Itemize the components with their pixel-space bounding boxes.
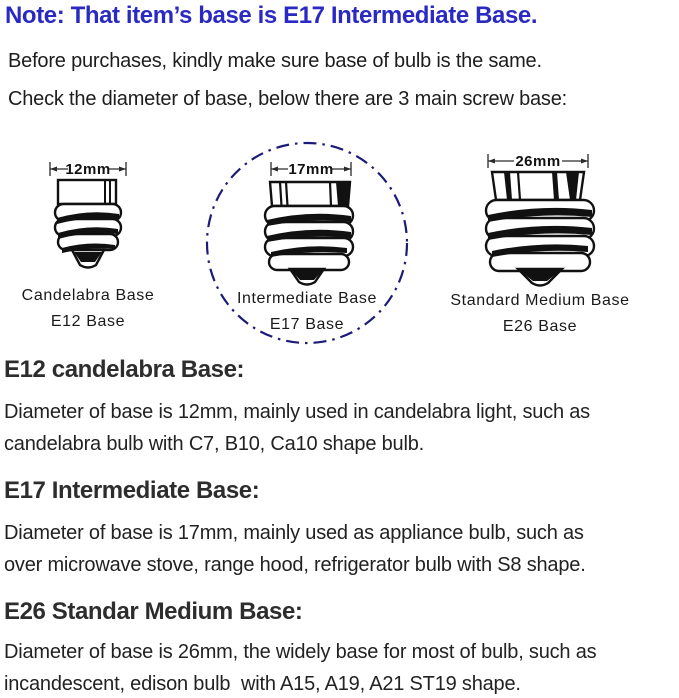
- e12-label-name: Candelabra Base: [21, 287, 155, 304]
- e26-label-name: Standard Medium Base: [450, 292, 630, 309]
- e12-contact-tip: [72, 250, 104, 268]
- e12-screw-threads: [55, 204, 121, 253]
- e17-body-line-2: over microwave stove, range hood, refrigerator bulb with S8 shape.: [4, 553, 586, 576]
- e12-body-line-2: candelabra bulb with C7, B10, Ca10 shape bulb.: [4, 432, 424, 455]
- e17-section-body: [4, 518, 676, 581]
- e12-base-illustration: [46, 158, 130, 280]
- e17-label-code: E17 Base: [269, 316, 345, 333]
- e26-label: [438, 288, 642, 340]
- intro-line-2: Check the diameter of base, below there are 3 main screw base:: [8, 88, 568, 110]
- e17-dimension-label: 17mm: [288, 161, 334, 178]
- e17-label: [215, 286, 399, 338]
- e26-section-heading: E26 Standar Medium Base:: [4, 598, 303, 625]
- e26-dimension: [488, 153, 588, 170]
- e17-cap: [270, 182, 350, 206]
- e26-cap: [492, 172, 584, 200]
- e17-body-line-1: Diameter of base is 17mm, mainly used as appliance bulb, such as: [4, 522, 584, 544]
- e26-body-line-2: incandescent, edison bulb with A15, A19, A21 ST19 shape.: [4, 672, 521, 695]
- e17-base-illustration: [258, 156, 356, 288]
- e17-dimension: [271, 161, 351, 178]
- e12-section-heading: E12 candelabra Base:: [4, 356, 245, 383]
- e17-section-heading: E17 Intermediate Base:: [4, 477, 260, 504]
- e12-section-body: [4, 397, 676, 460]
- note-heading: Note: That item’s base is E17 Intermediate Base.: [5, 2, 538, 29]
- e26-base-illustration: [480, 148, 600, 290]
- e26-section-body: [4, 637, 676, 698]
- e17-label-name: Intermediate Base: [236, 290, 378, 307]
- e12-label-code: E12 Base: [50, 313, 126, 330]
- e17-screw-threads: [265, 206, 353, 270]
- e26-label-code: E26 Base: [502, 318, 578, 335]
- e12-dimension-label: 12mm: [65, 161, 111, 178]
- e26-screw-threads: [486, 200, 594, 271]
- e12-dimension: [50, 161, 126, 178]
- e12-cap: [58, 180, 116, 204]
- e26-body-line-1: Diameter of base is 26mm, the widely base for most of bulb, such as: [4, 641, 597, 663]
- e12-body-line-1: Diameter of base is 12mm, mainly used in candelabra light, such as: [4, 401, 590, 423]
- e26-contact-tip: [518, 269, 562, 286]
- e17-contact-tip: [290, 269, 324, 285]
- intro-line-1: Before purchases, kindly make sure base of bulb is the same.: [8, 50, 542, 72]
- e12-label: [6, 283, 170, 335]
- e26-dimension-label: 26mm: [515, 153, 561, 170]
